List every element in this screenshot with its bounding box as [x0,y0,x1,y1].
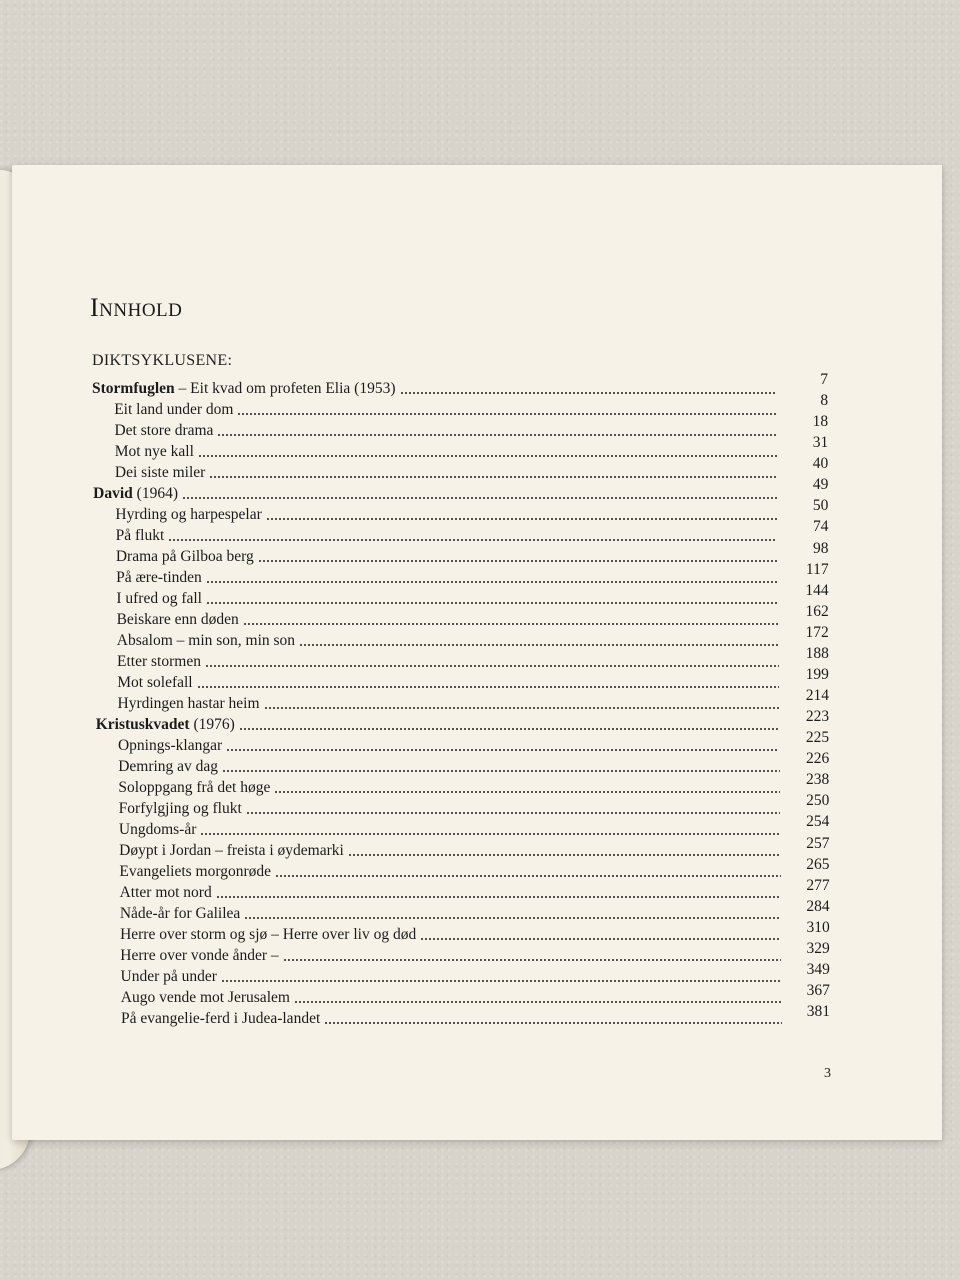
toc-page-number: 310 [806,918,830,936]
toc-entry [118,776,779,797]
toc-entry-bold-title: Kristuskvadet [95,716,190,733]
dot-leader [243,623,778,625]
toc-section-entry [92,377,776,398]
toc-page-number: 226 [805,750,830,768]
dot-leader [209,476,776,478]
toc-entry [121,986,782,1007]
toc-page-number: 381 [806,1003,830,1021]
toc-entry [116,545,778,566]
toc-entry-title [119,863,275,881]
toc-page-number: 74 [812,518,829,536]
toc-entry-title [120,905,244,923]
toc-entry-text: Hyrding og harpespelar [115,506,262,523]
toc-entry [115,503,777,524]
toc-entry-text: På flukt [115,527,165,544]
toc-page-number: 40 [812,455,829,473]
section-label: DIKTSYKLUSENE: [92,352,233,369]
toc-entry-title [92,380,400,398]
toc-entry-text: Mot solefall [117,674,193,691]
toc-entry-text: Etter stormen [117,653,201,670]
toc-entry [120,881,781,902]
toc-entry-title [115,506,265,524]
dot-leader [226,749,779,751]
toc-page-number: 238 [806,771,830,789]
title-initial: I [90,293,100,322]
toc-entry [119,818,780,839]
toc-entry-title [117,653,205,671]
toc-entry-title [120,884,216,902]
toc-page-number: 18 [812,413,829,431]
toc-entry-title [121,1010,324,1028]
dot-leader [198,455,777,457]
dot-leader [200,833,780,835]
dot-leader [246,812,780,814]
toc-page-number: 214 [805,687,829,705]
toc-page-number: 257 [806,834,830,852]
toc-entry [114,419,776,440]
dot-leader [400,392,777,394]
toc-entry-text: Herre over vonde ånder – [120,947,279,964]
toc-entry-text: Drama på Gilboa berg [115,548,254,565]
toc-entry-title [121,968,221,986]
toc-entry-title [117,674,196,692]
toc-entry [119,839,780,860]
dot-leader [420,938,781,940]
toc-entry-text: På ære-tinden [116,569,202,586]
toc-page-number: 223 [805,708,830,726]
toc-page-number: 199 [805,665,829,683]
toc-page-number: 225 [805,729,830,747]
toc-page-number: 50 [812,497,829,515]
toc-entry-title [117,611,243,629]
toc-entry-title [115,464,209,482]
toc-page-number: 349 [806,960,830,978]
toc-entry-title [96,716,239,734]
toc-page-number: 329 [806,939,830,957]
toc-entry [117,650,779,671]
toc-page-number: 284 [806,897,830,915]
title-rest: NNHOLD [99,300,183,321]
toc-entry-text: Augo vende mot Jerusalem [120,989,290,1006]
toc-entry-title [118,779,274,797]
toc-page-number: 367 [806,982,830,1000]
dot-leader [264,707,779,709]
dot-leader [348,854,781,856]
toc-page-number: 162 [805,602,829,620]
toc-entry-title [118,758,222,776]
toc-entry-bold-title: David [93,485,133,502]
toc-entry [118,734,779,755]
dot-leader [294,1001,782,1003]
toc-entry [116,524,778,545]
dot-leader [275,875,781,877]
toc-section-entry [96,713,779,734]
toc-entry-title [93,485,182,503]
toc-entry [117,629,779,650]
toc-entry-text: (1964) [132,485,178,502]
toc-entry-text: Hyrdingen hastar heim [117,695,260,712]
dot-leader [221,980,782,982]
toc-page-number: 277 [806,876,830,894]
dot-leader [299,644,778,646]
toc-entry-text: Dei siste miler [114,464,206,481]
toc-page-number: 250 [806,792,830,810]
dot-leader [168,539,777,541]
dot-leader [258,560,778,562]
dot-leader [205,665,779,667]
dot-leader [217,434,776,436]
dot-leader [182,497,777,499]
toc-entry-text: Demring av dag [118,758,219,775]
toc-entry [118,692,780,713]
toc-page-number: 8 [820,392,829,410]
toc-page-number: 254 [806,813,830,831]
toc-entry-title [116,527,169,545]
toc-entry-text: Opnings-klangar [117,737,223,754]
dot-leader [206,602,778,604]
table-of-contents [12,165,942,1140]
toc-page-number: 188 [805,644,829,662]
toc-entry-text: Herre over storm og sjø – Herre over liv og død [120,926,417,943]
toc-entry-text: Beiskare enn døden [116,611,239,628]
toc-entry [121,1007,782,1028]
toc-page-number: 265 [806,855,830,873]
toc-entry [116,566,778,587]
toc-entry [120,944,781,965]
dot-leader [266,518,777,520]
toc-entry [120,902,781,923]
toc-entry-title [115,443,198,461]
toc-page-number: 7 [820,371,828,388]
toc-entry-text: Evangeliets morgonrøde [119,863,272,880]
toc-entry [117,671,779,692]
dot-leader [283,959,782,961]
toc-page-number: 49 [812,476,829,494]
toc-page-number: 98 [813,539,829,557]
toc-entry [117,608,779,629]
toc-page-number: 117 [805,560,829,578]
toc-entry [118,755,779,776]
toc-entry-title [119,821,201,839]
toc-entry-text: (1976) [189,716,235,733]
toc-entry-bold-title: Stormfuglen [92,380,175,397]
toc-entry [115,440,777,461]
toc-entry-title [117,632,299,650]
toc-entry [115,461,777,482]
toc-entry-title [116,590,206,608]
toc-entry [119,797,780,818]
toc-entry-text: Eit land under dom [114,401,234,418]
dot-leader [206,581,778,583]
dot-leader [239,728,779,730]
dot-leader [274,791,779,793]
toc-entry-title [116,569,206,587]
dot-leader [216,896,781,898]
toc-entry-text: Mot nye kall [114,443,194,460]
toc-page-number: 172 [805,623,829,641]
toc-entry-text: Soloppgang frå det høge [118,779,271,796]
toc-entry-title [114,422,217,440]
dot-leader [222,770,780,772]
book-page [12,165,942,1140]
page-number: 3 [824,1066,831,1081]
toc-page-number: 144 [805,581,829,599]
toc-entry-title [120,947,282,965]
toc-entry [120,923,781,944]
toc-entry-text: Nåde-år for Galilea [119,905,241,922]
dot-leader [244,917,781,919]
toc-page-number: 31 [812,434,829,452]
toc-entry [121,965,782,986]
toc-entry-text: Absalom – min son, min son [116,632,296,649]
toc-entry-text: Under på under [120,968,217,985]
toc-entry-title [120,926,420,944]
toc-entry-text: Det store drama [114,422,214,439]
dot-leader [324,1022,782,1024]
dot-leader [197,686,779,688]
toc-entry-text: – Eit kvad om profeten Elia (1953) [174,380,396,397]
toc-entry-title [121,989,294,1007]
toc-entry-text: Atter mot nord [119,884,212,901]
toc-entry-title [116,548,258,566]
dot-leader [237,413,776,415]
toc-entry [116,587,778,608]
toc-entry-title [119,800,246,818]
toc-entry-text: Ungdoms-år [118,821,197,838]
toc-section-entry [93,482,777,503]
toc-entry-title [114,401,237,419]
toc-entry-text: Døypt i Jordan – freista i øydemarki [119,842,344,859]
toc-entry-text: Forfylgjing og flukt [118,800,242,817]
toc-entry-title [118,737,226,755]
toc-entry-title [118,695,264,713]
toc-entry [114,398,776,419]
toc-entry [119,860,780,881]
toc-entry-text: På evangelie-ferd i Judea-landet [121,1010,321,1027]
toc-entry-title [119,842,348,860]
toc-entry-text: I ufred og fall [116,590,202,607]
